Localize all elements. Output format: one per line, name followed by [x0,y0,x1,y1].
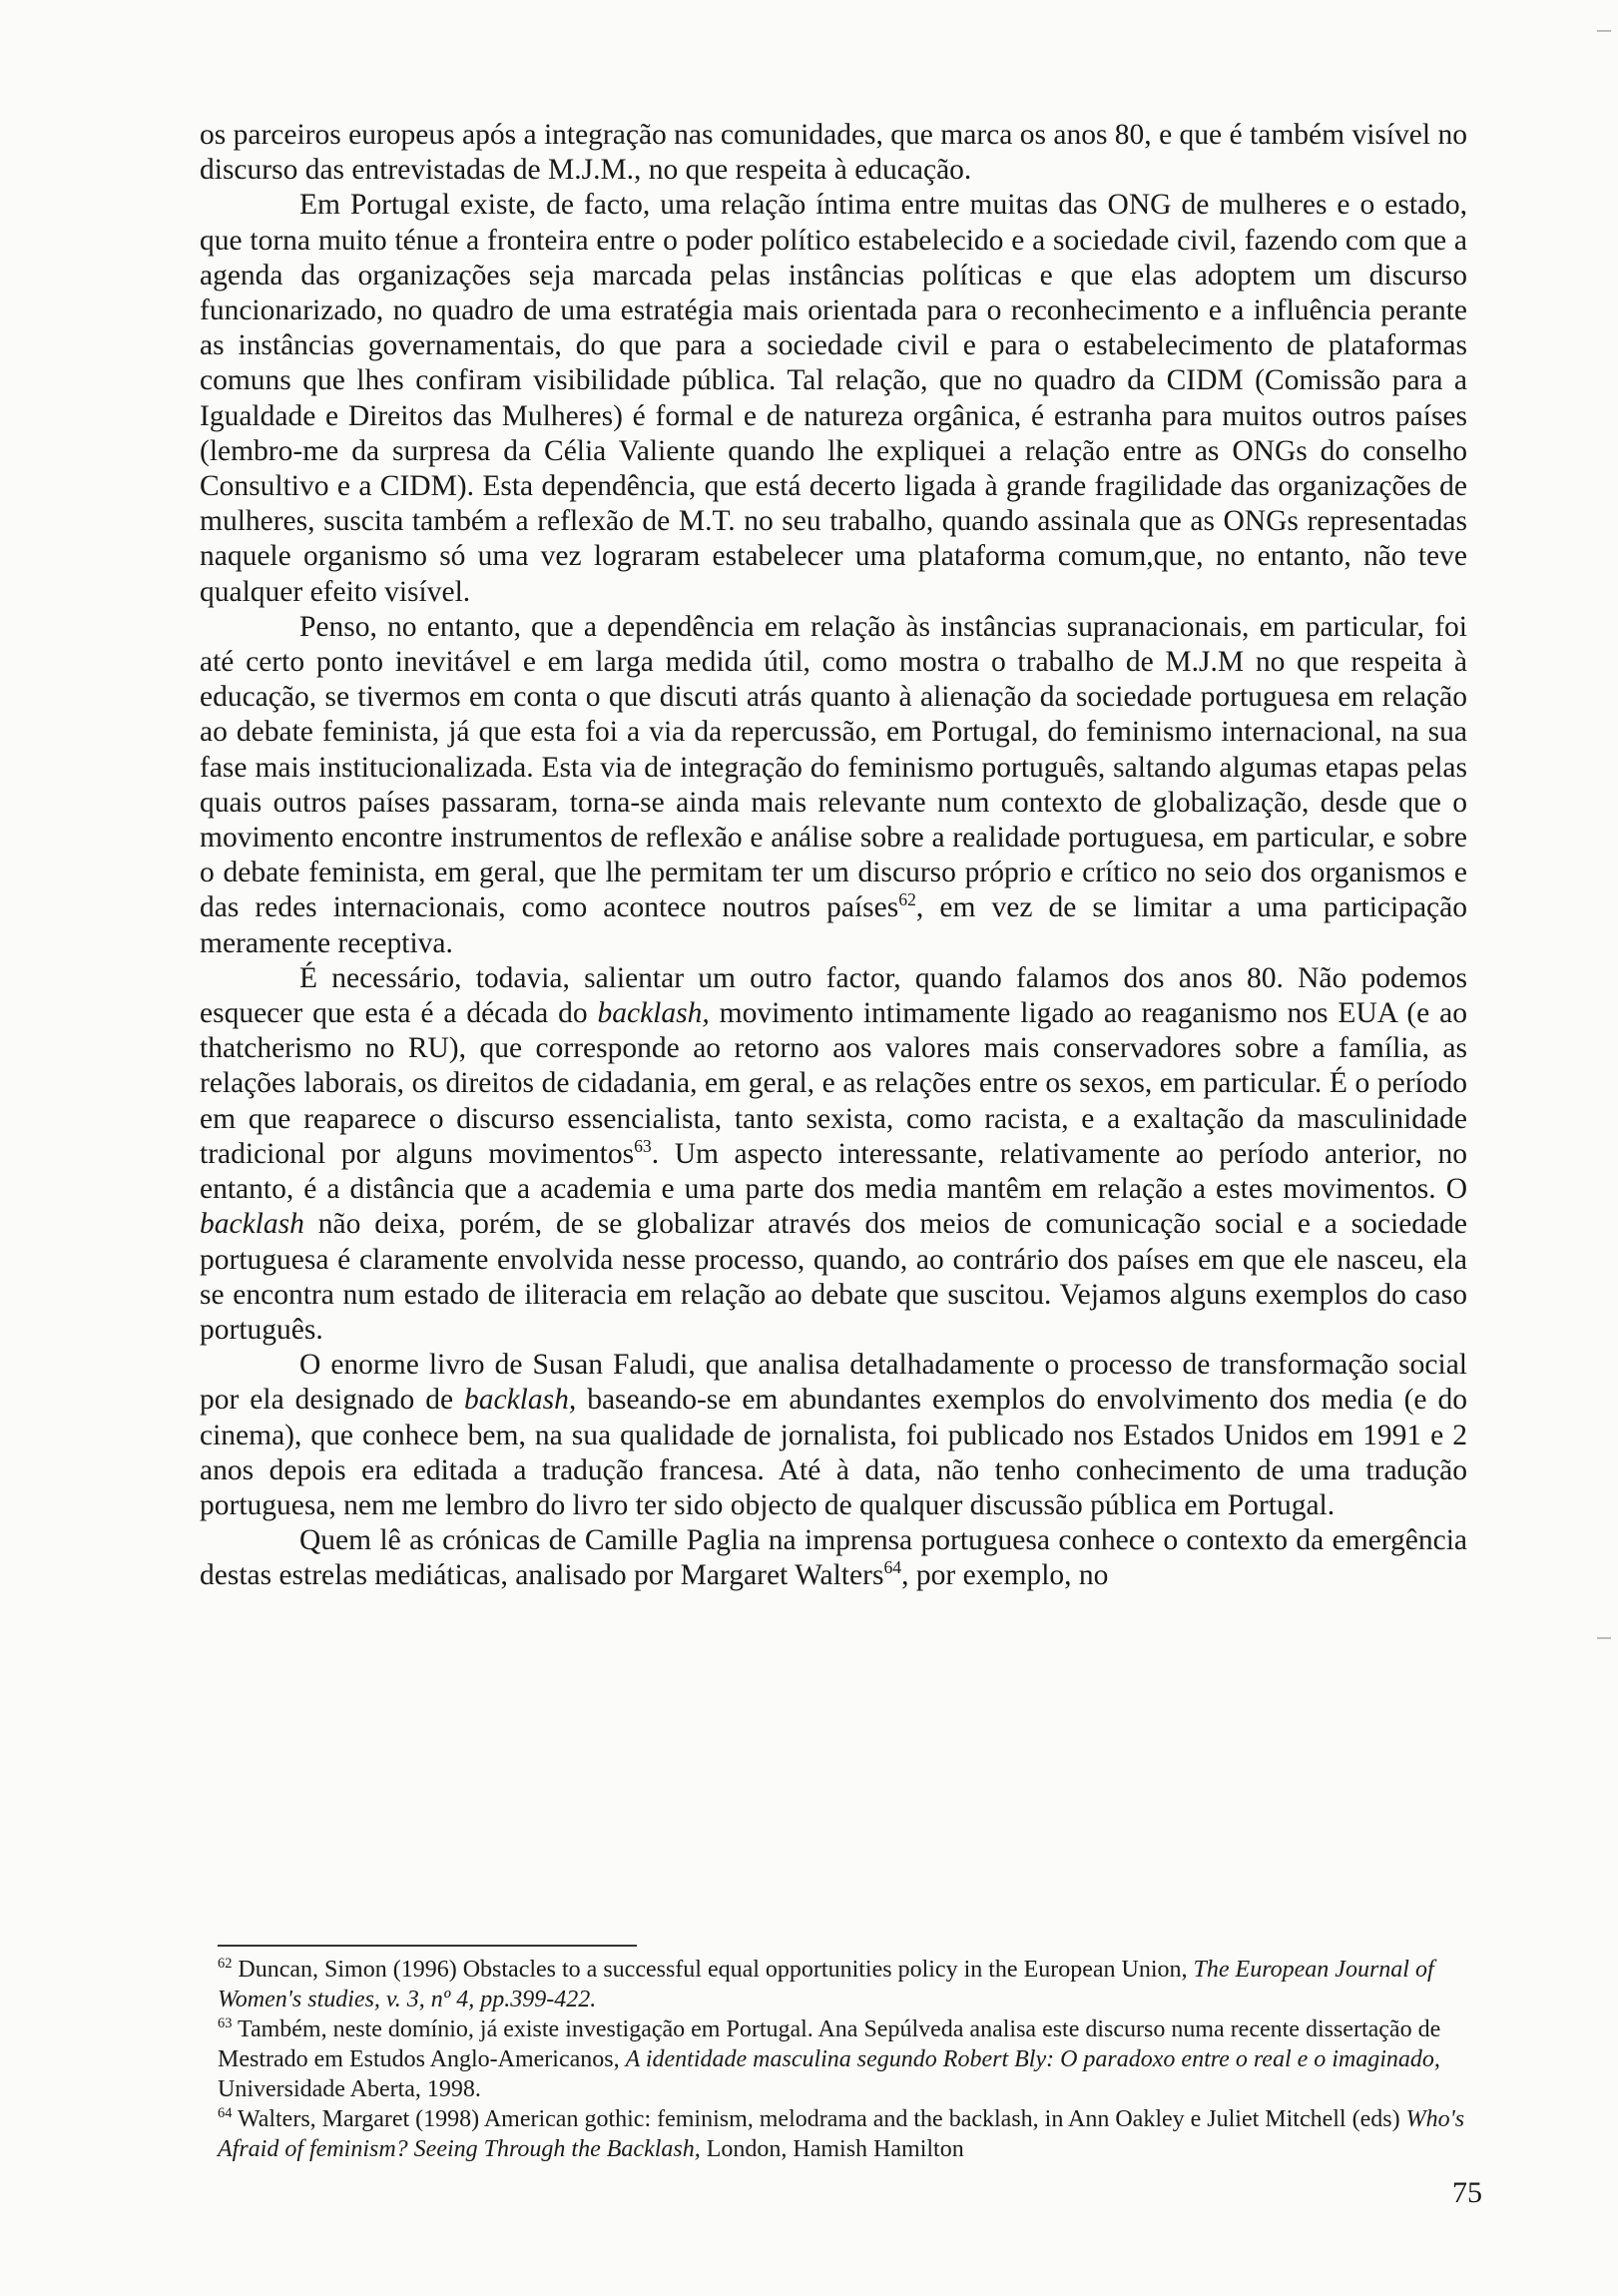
page-number: 75 [1452,2176,1482,2209]
italic-text: backlash, [464,1384,577,1417]
paragraph [200,1523,1467,1593]
body-text [200,118,1467,1594]
text-run: Penso, no entanto, que a dependência em relação às instâncias supranacionais, em particular, foi até certo ponto inevitável e em larga medida útil, como mostra o trabalho de M.J.M no que respeita à educação, se tivermos em conta o que discuti atrás quanto à alienação da sociedade portuguesa em relação ao debate feminista, já que esta foi a via da repercussão, em Portugal, do feminismo internacional, na sua fase mais institucionalizada. Esta via de integração do feminismo português, saltando algumas etapas pelas quais outros países passaram, torna-se ainda mais relevante num contexto de globalização, desde que o movimento encontre instrumentos de reflexão e análise sobre a realidade portuguesa, em particular, e sobre o debate feminista, em geral, que lhe permitam ter um discurso próprio e crítico no seio dos organismos e das redes internacionais, como acontece noutros países [200,610,1467,924]
paragraph [200,1348,1467,1523]
text-run: não deixa, porém, de se globalizar através dos meios de comunicação social e a sociedade portuguesa é claramente envolvida nesse processo, quando, ao contrário dos países em que ele nasceu, ela se encontra num estado de iliteracia em relação ao debate que suscitou. Vejamos alguns exemplos do caso português. [200,1208,1467,1346]
footnote-divider [218,1945,637,1947]
text-run: O enorme livro de Susan Faludi, que analisa detalhadamente o processo de transformação social por ela designado de [200,1349,1467,1417]
paragraph [200,961,1467,1348]
text-run: Em Portugal existe, de facto, uma relação íntima entre muitas das ONG de mulheres e o estado, que torna muito ténue a fronteira entre o poder político estabelecido e a sociedade civil, fazendo com que a agenda das organizações seja marcada pelas instâncias políticas e que elas adoptem um discurso funcionarizado, no quadro de uma estratégia mais orientada para o reconhecimento e a influência perante as instâncias governamentais, do que para a sociedade civil e para o estabelecimento de plataformas comuns que lhes confiram visibilidade pública. Tal relação, que no quadro da CIDM (Comissão para a Igualdade e Direitos das Mulheres) é formal e de natureza orgânica, é estranha para muitos outros países (lembro-me da surpresa da Célia Valiente quando lhe expliquei a relação entre as ONGs do conselho Consultivo e a CIDM). Esta dependência, que está decerto ligada à grande fragilidade das organizações de mulheres, suscita também a reflexão de M.T. no seu trabalho, quando assinala que as ONGs representadas naquele organismo só uma vez lograram estabelecer uma plataforma comum,que, no entanto, não teve qualquer efeito visível. [200,189,1467,608]
footnote-ref: 63 [218,2015,233,2031]
text-run: Universidade Aberta, 1998. [218,2076,481,2102]
footnote-ref: 63 [634,1136,652,1157]
footnote [218,2104,1465,2164]
text-run: Duncan, Simon (1996) Obstacles to a successful equal opportunities policy in the European Union, [232,1957,1194,1983]
italic-text: backlash [200,1208,304,1241]
footnote [218,2014,1465,2104]
text-run: É necessário, todavia, salientar um outro factor, quando falamos dos anos 80. Não podemos esquecer que esta é a década do [200,961,1467,1030]
paragraph [200,610,1467,961]
footnotes [218,1955,1465,2164]
footnote-ref: 64 [883,1557,902,1578]
text-run: , em vez de se limitar a uma participação meramente receptiva. [200,891,1467,959]
footnote-ref: 62 [898,889,916,910]
paragraph [200,188,1467,609]
italic-text: A identidade masculina segundo Robert Bly: O paradoxo entre o real e o imaginado, [625,2046,1440,2072]
text-run: . Um aspecto interessante, relativamente ao período anterior, no entanto, é a distância que a academia e uma parte dos media mantêm em relação a estes movimentos. O [200,1137,1467,1206]
text-run: Walters, Margaret (1998) American gothic: feminism, melodrama and the backlash, in Ann Oakley e Juliet Mitchell (eds) [232,2106,1406,2132]
text-run: Quem lê as crónicas de Camille Paglia na imprensa portuguesa conhece o contexto da emergência destas estrelas mediáticas, analisado por Margaret Walters [200,1524,1467,1592]
paragraph [200,118,1467,188]
text-run: os parceiros europeus após a integração nas comunidades, que marca os anos 80, e que é também visível no discurso das entrevistadas de M.J.M., no que respeita à educação. [200,119,1467,187]
text-run: Também, neste domínio, já existe investigação em Portugal. Ana Sepúlveda analisa este discurso numa recente dissertação de Mestrado em Estudos Anglo-Americanos, [218,2016,1441,2072]
edge-mark [1597,30,1611,32]
footnote-ref: 62 [218,1956,233,1972]
italic-text: backlash, [597,997,710,1030]
text-run: London, Hamish Hamilton [700,2136,964,2162]
footnote [218,1955,1465,2014]
text-run: baseando-se em abundantes exemplos do envolvimento dos media (e do cinema), que conhece bem, na sua qualidade de jornalista, foi publicado nos Estados Unidos em 1991 e 2 anos depois era editada a tradução francesa. Até à data, não tenho conhecimento de uma tradução portuguesa, nem me lembro do livro ter sido objecto de qualquer discussão pública em Portugal. [200,1384,1467,1521]
italic-text: The European Journal of Women's studies, v. 3, nº 4, pp.399-422. [218,1957,1434,2012]
edge-mark [1597,1637,1611,1639]
text-run: , por exemplo, no [901,1559,1109,1592]
italic-text: Who's Afraid of feminism? Seeing Through the Backlash, [218,2106,1465,2162]
footnote-ref: 64 [218,2105,233,2121]
text-run: movimento intimamente ligado ao reaganismo nos EUA (e ao thatcherismo no RU), que corresponde ao retorno aos valores mais conservadores sobre a família, as relações laborais, os direitos de cidadania, em geral, e as relações entre os sexos, em particular. É o período em que reaparece o discurso essencialista, tanto sexista, como racista, e a exaltação da masculinidade tradicional por alguns movimentos [200,997,1467,1170]
